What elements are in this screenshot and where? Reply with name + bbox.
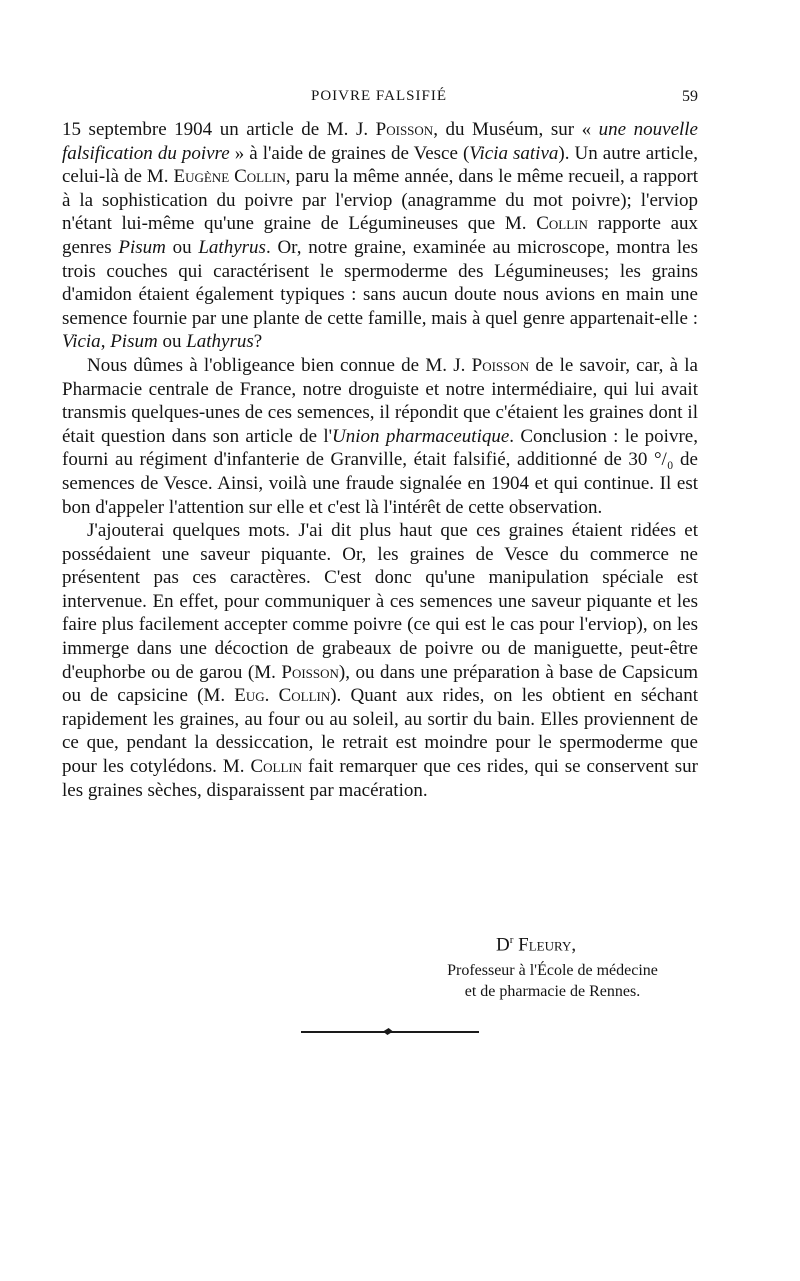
author-name: Collin [250,756,303,778]
genus-name: Lathyrus [186,331,254,353]
genus-name: Pisum [110,331,158,353]
author-name: Eugène Collin [173,166,286,188]
author-name: Eug. Collin [234,685,331,707]
paragraph-2: Nous dûmes à l'obligeance bien connue de M. J. Poisson de le savoir, car, à la Pharmacie centrale de France, notre droguiste et notre intermédiaire, qui lui avait transmis quelques-unes de ces semences, il répondit que c'étaient les graines dont il était question dans son article de l'Union pharmaceutique. Conclusion : le poivre, fourni au régiment d'infanterie de Granville, était falsifié, additionné de 30 °/₀ de semences de Vesce. Ainsi, voilà une fraude signalée en 1904 et qui continue. Il est bon d'appeler l'attention sur elle et c'est là l'intérêt de cette observation. [62,354,698,518]
author-name: Poisson [471,354,530,376]
paragraph-3: J'ajouterai quelques mots. J'ai dit plus haut que ces graines étaient ridées et possédaient une saveur piquante. Or, les graines de Vesce du commerce ne présentent pas ces caractères. C'est donc qu'une manipulation spéciale est intervenue. En effet, pour communiquer à ces semences une saveur piquante et les faire plus facilement accepter comme poivre (ce qui est le cas pour l'erviop), on les immerge dans une décoction de grabeaux de poivre ou de maniguette, peut-être d'euphorbe ou de garou (M. Poisson), ou dans une préparation à base de Capsicum ou de capsicine (M. Eug. Collin). Quant aux rides, on les obtient en séchant rapidement les graines, au four ou au soleil, au sortir du bain. Elles proviennent de ce que, pendant la dessiccation, le retrait est moindre pour le spermoderme que pour les cotylédons. M. Collin fait remarquer que ces rides, qui se conservent sur les graines sèches, disparaissent par macération. [62,520,699,801]
author-name: Poisson [375,119,434,140]
affiliation-line-1: Professeur à l'École de médecine [447,962,658,979]
end-ornament [301,1024,479,1040]
author-affiliation [400,960,705,1002]
page-number: 59 [682,88,698,105]
running-title: POIVRE FALSIFIÉ [311,88,447,104]
paragraph-1: 15 septembre 1904 un article de M. J. Poisson, du Muséum, sur « une nouvelle falsification du poivre » à l'aide de graines de Vesce (Vicia sativa). Un autre article, celui-là de M. Eugène Collin, paru la même année, dans le même recueil, a rapport à la sophistication du poivre par l'erviop (anagramme du mot poivre); l'erviop n'étant lui-même qu'une graine de Légumineuses que M. Collin rapporte aux genres Pisum ou Lathyrus. Or, notre graine, examinée au microscope, montra les trois couches qui caractérisent le spermoderme des Légumineuses; les grains d'amidon étaient également typiques : sans aucun doute nous avions en main une semence fournie par une plante de cette famille, mais à quel genre appartenait-elle : Vicia, Pisum ou Lathyrus? [62,119,699,353]
article-body [62,118,698,802]
genus-name: Vicia [62,331,101,353]
page-header [60,88,698,112]
genus-name: Pisum [118,236,166,258]
author-name: Poisson [281,661,339,683]
genus-name: Lathyrus [198,236,266,258]
author-name: Collin [536,213,588,235]
signature: $D^r$ Fleury, [496,934,577,956]
ornament-diamond-icon [382,1028,393,1035]
species-name: Vicia sativa [469,142,559,164]
article-title: une nouvelle falsification du poivre [62,119,698,164]
journal-title: Union pharmaceutique [332,425,510,447]
affiliation-line-2: et de pharmacie de Rennes. [464,983,641,1000]
signature-name: Fleury, [518,934,577,956]
